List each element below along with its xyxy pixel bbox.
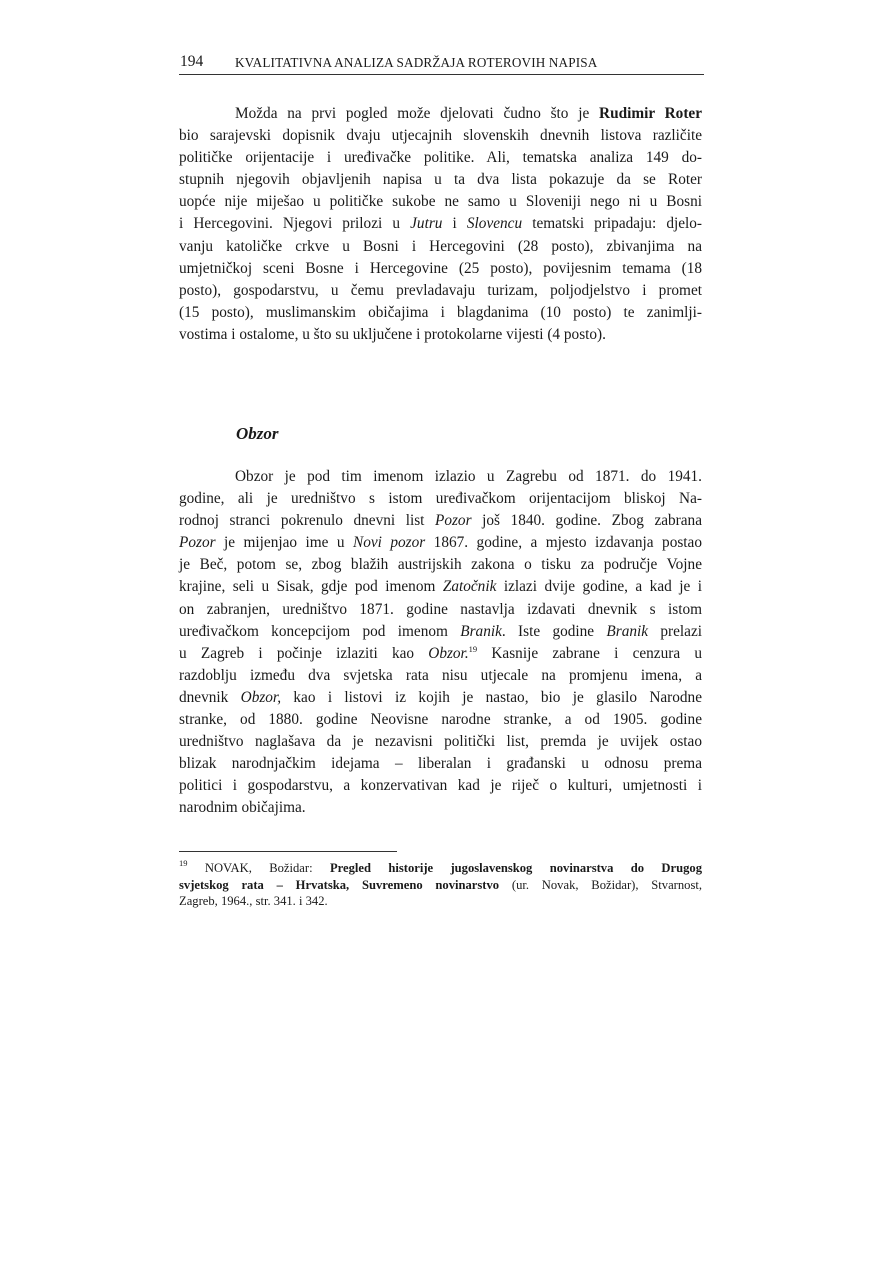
text-run: rodnoj stranci pokrenulo dnevni list [179,512,435,530]
text-line [179,125,702,147]
text-line [179,860,702,877]
text-run: blizak narodnjačkim idejama – liberalan i građanski u odnosu prema [179,755,702,773]
text-line [179,665,702,687]
text-run: narodnim običajima. [179,799,306,817]
running-header [179,52,704,75]
text-run: vostima i ostalome, u što su uključene i protokolarne vijesti (4 posto). [179,325,606,343]
italic-text: Pozor [434,512,472,530]
italic-text: Obzor, [240,688,282,706]
bold-text: Pregled historije jugoslavenskog novinarstva do Drugog [329,861,702,875]
bold-text: Rudimir Roter [599,105,703,122]
footnote-19 [179,860,702,910]
text-run: . Iste godine [501,622,607,640]
text-line [179,532,702,554]
text-line [179,103,702,125]
text-run: politici i gospodarstvu, a konzervativan kad je riječ o kulturi, umjetnosti i [179,777,702,795]
text-run: još 1840. godine. Zbog zabrana [471,512,702,530]
footnote-ref: 19 [179,858,188,868]
text-line [179,554,702,576]
italic-text: Slovencu [466,215,523,233]
paragraph-obzor [179,466,702,820]
text-run: Kasnije zabrane i cenzura u [477,644,702,662]
italic-text: Branik [606,622,649,640]
text-run: kao i listovi iz kojih je nastao, bio je glasilo Narodne [281,688,702,706]
footnote-ref: 19 [468,643,478,654]
text-line [179,488,702,510]
text-run: godine, ali je uredništvo s istom uređivačkom orijentacijom bliskoj Na- [179,490,702,508]
bold-text: svjetskog rata – Hrvatska, Suvremeno novinarstvo [179,877,500,892]
text-run: posto), gospodarstvu, u čemu prevladavaju turizam, poljodjelstvo i promet [179,281,702,299]
italic-text: Pozor [179,534,216,552]
text-run: umjetničkoj sceni Bosne i Hercegovine (25 posto), povijesnim temama (18 [179,259,702,277]
running-title: KVALITATIVNA ANALIZA SADRŽAJA ROTEROVIH NAPISA [235,55,598,70]
text-line [179,877,702,894]
text-line [179,687,702,709]
text-line [179,643,702,665]
text-run: Zagreb, 1964., str. 341. i 342. [179,894,328,908]
italic-text: Obzor. [428,644,469,662]
paragraph-roter [179,103,702,346]
text-run: uopće nije miješao u političke sukobe ne samo u Sloveniji nego ni u Bosni [179,193,702,211]
text-line [179,324,702,346]
text-line [179,510,702,532]
text-line [179,169,702,191]
text-run: tematski pripadaju: djelo- [522,215,702,233]
text-line [179,731,702,753]
text-run: on zabranjen, uredništvo 1871. godine nastavlja izdavati dnevnik s istom [179,600,702,618]
text-run: uređivačkom koncepcijom pod imenom [179,622,461,640]
text-line [179,775,702,797]
text-run: izlazi dvije godine, a kad je i [496,578,702,596]
text-line [179,709,702,731]
text-line [179,621,702,643]
text-run: Obzor je pod tim imenom izlazio u Zagrebu od 1871. do 1941. [235,468,702,485]
text-run: vanju katoličke crkve u Bosni i Hercegovini (28 posto), zbivanjima na [179,237,702,255]
text-run: stupnih njegovih objavljenih napisa u ta dva lista pokazuje da se Roter [179,171,702,189]
text-line [179,191,702,213]
text-run: dnevnik [179,688,241,706]
italic-text: Novi pozor [353,534,426,552]
text-run: i [442,215,467,233]
text-run: (ur. Novak, Božidar), Stvarnost, [499,877,703,892]
text-run: u Zagreb i počinje izlaziti kao [179,644,429,662]
text-line [179,147,702,169]
text-run: je mijenjao ime u [215,534,354,552]
text-line [179,466,702,488]
text-run: je Beč, potom se, zbog blažih austrijskih zakona o tisku za područje Vojne [179,556,702,574]
text-line [179,258,702,280]
text-run: 1867. godine, a mjesto izdavanja postao [425,534,702,552]
italic-text: Jutru [410,215,443,233]
text-line [179,213,702,235]
text-run: razdoblju između dva svjetska rata nisu utjecale na promjenu imena, a [179,666,702,684]
text-run: stranke, od 1880. godine Neovisne narodne stranke, a od 1905. godine [179,711,702,729]
text-line [179,236,702,258]
italic-text: Branik [460,622,502,640]
text-run: krajine, seli u Sisak, gdje pod imenom [179,578,443,596]
text-run: i Hercegovini. Njegovi prilozi u [179,215,411,233]
text-line [179,753,702,775]
page-number: 194 [180,53,204,70]
text-run: NOVAK, Božidar: [187,861,330,875]
text-line [179,893,702,910]
text-run: prelazi [648,622,702,640]
section-heading-obzor: Obzor [236,424,279,443]
text-run: (15 posto), muslimanskim običajima i blagdanima (10 posto) te zanimlji- [179,303,702,321]
text-run: političke orijentacije i uređivačke politike. Ali, tematska analiza 149 do- [179,149,702,167]
footnote-separator [179,851,397,852]
text-line [179,599,702,621]
text-line [179,797,702,819]
text-line [179,280,702,302]
text-run: bio sarajevski dopisnik dvaju utjecajnih slovenskih dnevnih listova različite [179,127,702,145]
text-run: Možda na prvi pogled može djelovati čudno što je [235,105,600,122]
text-run: uredništvo naglašava da je nezavisni politički list, premda je uvijek ostao [179,733,702,751]
text-line [179,576,702,598]
italic-text: Zatočnik [442,578,497,596]
text-line [179,302,702,324]
